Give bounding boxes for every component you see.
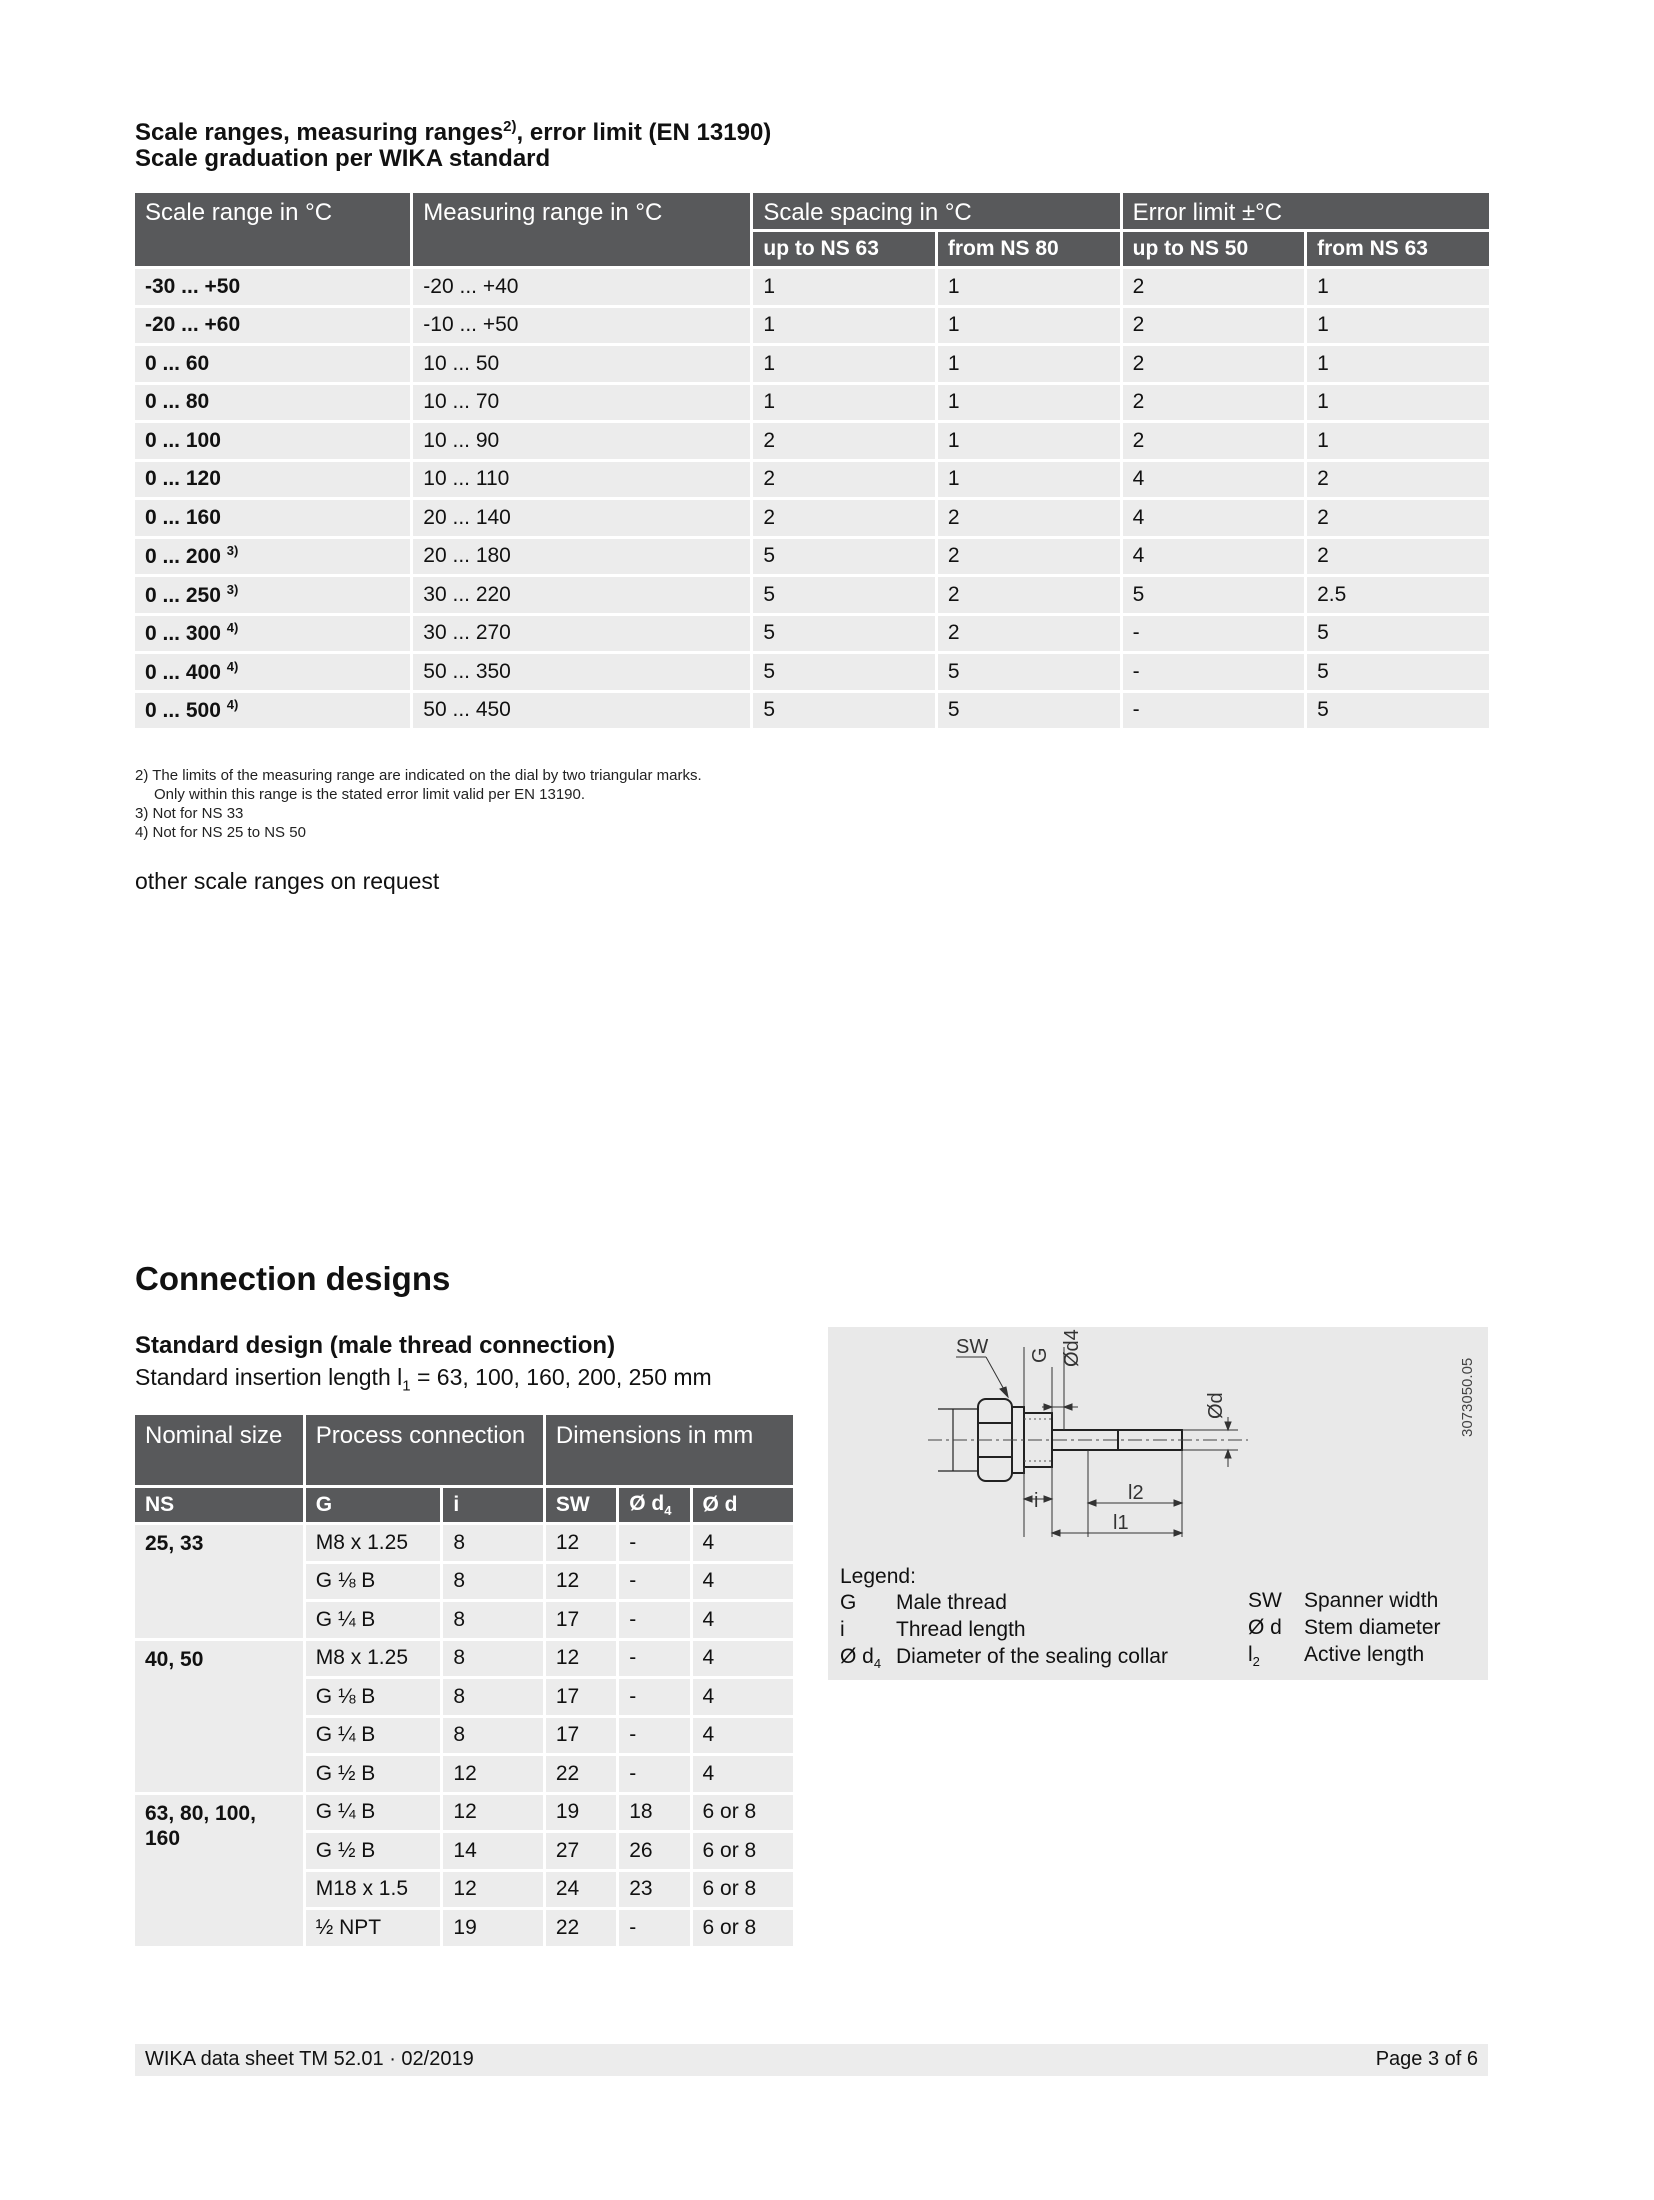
legend-item — [1248, 1614, 1478, 1641]
scale-range-value: -20 ... +60 — [145, 313, 241, 337]
cell-error-from: 2 — [1307, 462, 1489, 498]
cell-error-up-to: 2 — [1123, 269, 1304, 305]
cell-scale-range — [135, 423, 410, 459]
cell-d4: 26 — [619, 1833, 689, 1869]
cell-spacing-from: 2 — [938, 500, 1120, 536]
cell-d4: - — [619, 1910, 689, 1946]
page-footer — [135, 2044, 1488, 2076]
cell-sw: 17 — [546, 1718, 616, 1754]
cell-measuring-range: 20 ... 180 — [413, 539, 750, 575]
legend-symbol — [1248, 1587, 1304, 1614]
cell-error-up-to: 2 — [1123, 346, 1304, 382]
scale-range-value: 0 ... 160 — [145, 505, 221, 529]
footer-page-number: Page 3 of 6 — [1375, 2048, 1478, 2070]
scale-row — [135, 500, 1489, 536]
cell-sw: 12 — [546, 1525, 616, 1561]
cell-spacing-up-to: 1 — [753, 308, 934, 344]
scale-range-value: -30 ... +50 — [145, 274, 241, 298]
cell-g: G ½ B — [306, 1756, 441, 1792]
legend-symbol-sub: 2 — [1252, 1654, 1260, 1670]
cell-measuring-range: 10 ... 90 — [413, 423, 750, 459]
cell-d: 4 — [693, 1756, 793, 1792]
cell-g: G ⅛ B — [306, 1679, 441, 1715]
legend-symbol — [840, 1616, 896, 1643]
cell-nominal-size: 25, 33 — [135, 1525, 303, 1638]
legend-symbol-text: SW — [1248, 1589, 1282, 1612]
cell-error-up-to: 5 — [1123, 577, 1304, 613]
header-d4: Ø $d_4$ — [619, 1488, 689, 1522]
footnote-ref: 4) — [226, 620, 239, 636]
cell-error-from: 2 — [1307, 539, 1489, 575]
cell-g: M18 x 1.5 — [306, 1872, 441, 1908]
cell-sw: 19 — [546, 1795, 616, 1831]
cell-measuring-range: 50 ... 350 — [413, 654, 750, 690]
cell-nominal-size: 63, 80, 100, 160 — [135, 1795, 303, 1946]
cell-i: 14 — [443, 1833, 542, 1869]
scale-row — [135, 616, 1489, 652]
cell-error-up-to: 2 — [1123, 423, 1304, 459]
cell-d: 6 or 8 — [693, 1795, 793, 1831]
legend-symbol-text: G — [840, 1591, 857, 1614]
cell-d: 6 or 8 — [693, 1833, 793, 1869]
cell-scale-range — [135, 577, 410, 613]
drawing-number: 3073050.05 — [1459, 1357, 1476, 1437]
cell-d: 4 — [693, 1602, 793, 1638]
cell-scale-range — [135, 654, 410, 690]
legend-item — [840, 1589, 1220, 1616]
cell-d4: - — [619, 1641, 689, 1677]
cell-i: 12 — [443, 1795, 542, 1831]
scale-range-value: 0 ... 80 — [145, 390, 210, 414]
cell-spacing-from: 1 — [938, 462, 1120, 498]
cell-sw: 17 — [546, 1602, 616, 1638]
cell-error-from: 5 — [1307, 693, 1489, 729]
connection-diagram — [828, 1327, 1488, 1680]
scale-row — [135, 539, 1489, 575]
scale-row — [135, 308, 1489, 344]
cell-d4: 23 — [619, 1872, 689, 1908]
legend-title: Legend: — [840, 1565, 916, 1588]
header-error-up-to: up to NS 50 — [1123, 232, 1304, 266]
cell-error-from: 1 — [1307, 385, 1489, 421]
scale-row — [135, 269, 1489, 305]
cell-error-from: 2.5 — [1307, 577, 1489, 613]
cell-sw: 24 — [546, 1872, 616, 1908]
diagram-label-d4: Ød4 — [1061, 1329, 1083, 1367]
legend-symbol-text: l — [1248, 1643, 1253, 1666]
cell-measuring-range: 30 ... 270 — [413, 616, 750, 652]
legend-text: Male thread — [896, 1591, 1007, 1614]
cell-g: M8 x 1.25 — [306, 1641, 441, 1677]
header-nominal-size: Nominal size — [135, 1415, 303, 1485]
cell-d4: - — [619, 1602, 689, 1638]
cell-i: 8 — [443, 1602, 542, 1638]
cell-error-up-to: 4 — [1123, 462, 1304, 498]
cell-spacing-from: 2 — [938, 616, 1120, 652]
header-ns: NS — [135, 1488, 303, 1522]
cell-error-up-to: 4 — [1123, 539, 1304, 575]
cell-sw: 17 — [546, 1679, 616, 1715]
header-i: i — [443, 1488, 542, 1522]
diagram-label-i: i — [1034, 1490, 1039, 1512]
cell-spacing-from: 1 — [938, 346, 1120, 382]
cell-spacing-up-to: 5 — [753, 577, 934, 613]
header-sw: SW — [546, 1488, 616, 1522]
cell-spacing-up-to: 2 — [753, 423, 934, 459]
cell-i: 8 — [443, 1525, 542, 1561]
scale-range-value: 0 ... 100 — [145, 428, 221, 452]
cell-spacing-up-to: 5 — [753, 539, 934, 575]
cell-scale-range — [135, 308, 410, 344]
diagram-label-d: Ød — [1205, 1392, 1227, 1419]
legend-symbol-sub: 4 — [873, 1656, 882, 1672]
footnote-2: 2) The limits of the measuring range are indicated on the dial by two triangular marks. — [135, 767, 702, 784]
connection-subheading: Standard design (male thread connection) — [135, 1332, 616, 1359]
cell-sw: 22 — [546, 1910, 616, 1946]
legend-symbol-text: Ø d — [840, 1645, 874, 1668]
cell-spacing-from: 1 — [938, 308, 1120, 344]
cell-spacing-from: 1 — [938, 269, 1120, 305]
cell-error-up-to: 2 — [1123, 385, 1304, 421]
cell-d4: - — [619, 1525, 689, 1561]
cell-measuring-range: 10 ... 50 — [413, 346, 750, 382]
scale-row — [135, 462, 1489, 498]
cell-error-up-to: - — [1123, 654, 1304, 690]
scale-range-value: 0 ... 200 — [145, 545, 221, 569]
cell-error-up-to: 4 — [1123, 500, 1304, 536]
diagram-label-l1: l1 — [1113, 1512, 1129, 1534]
cell-sw: 22 — [546, 1756, 616, 1792]
cell-g: G ½ B — [306, 1833, 441, 1869]
cell-scale-range — [135, 539, 410, 575]
cell-measuring-range: -20 ... +40 — [413, 269, 750, 305]
cell-i: 8 — [443, 1564, 542, 1600]
cell-spacing-from: 1 — [938, 423, 1120, 459]
header-spacing-from: from NS 80 — [938, 232, 1120, 266]
header-spacing-up-to: up to NS 63 — [753, 232, 934, 266]
cell-spacing-up-to: 1 — [753, 346, 934, 382]
thermowell-drawing — [828, 1327, 1488, 1547]
cell-d: 4 — [693, 1525, 793, 1561]
cell-i: 8 — [443, 1641, 542, 1677]
cell-scale-range — [135, 616, 410, 652]
cell-error-from: 5 — [1307, 616, 1489, 652]
legend-symbol — [1248, 1614, 1304, 1641]
cell-scale-range — [135, 462, 410, 498]
cell-sw: 27 — [546, 1833, 616, 1869]
cell-spacing-up-to: 5 — [753, 654, 934, 690]
cell-g: ½ NPT — [306, 1910, 441, 1946]
scale-row — [135, 577, 1489, 613]
cell-measuring-range: 20 ... 140 — [413, 500, 750, 536]
legend-symbol-text: Ø d — [1248, 1616, 1282, 1639]
cell-measuring-range: -10 ... +50 — [413, 308, 750, 344]
cell-spacing-from: 2 — [938, 577, 1120, 613]
cell-scale-range — [135, 500, 410, 536]
legend-symbol — [1248, 1641, 1304, 1675]
legend-symbol-text: i — [840, 1618, 845, 1641]
legend-text: Spanner width — [1304, 1589, 1439, 1612]
footnote-ref: 4) — [226, 697, 239, 713]
legend-text: Diameter of the sealing collar — [896, 1645, 1168, 1668]
cell-spacing-up-to: 2 — [753, 500, 934, 536]
header-g: G — [306, 1488, 441, 1522]
cell-g: G ¼ B — [306, 1795, 441, 1831]
cell-d: 4 — [693, 1718, 793, 1754]
cell-error-from: 1 — [1307, 423, 1489, 459]
legend-item — [1248, 1587, 1478, 1614]
cell-error-from: 1 — [1307, 308, 1489, 344]
legend-left — [840, 1589, 1220, 1677]
cell-error-from: 1 — [1307, 269, 1489, 305]
cell-g: G ¼ B — [306, 1602, 441, 1638]
footnote-3: 3) Not for NS 33 — [135, 805, 244, 822]
cell-i: 8 — [443, 1718, 542, 1754]
cell-d4: 18 — [619, 1795, 689, 1831]
cell-scale-range — [135, 346, 410, 382]
legend-text: Stem diameter — [1304, 1616, 1441, 1639]
cell-error-up-to: - — [1123, 693, 1304, 729]
header-scale-spacing: Scale spacing in °C — [753, 193, 1119, 229]
footer-doc-id: WIKA data sheet TM 52.01 · 02/2019 — [145, 2048, 474, 2070]
cell-i: 12 — [443, 1872, 542, 1908]
header-scale-range: Scale range in °C — [135, 193, 410, 266]
legend-item — [840, 1643, 1220, 1677]
cell-measuring-range: 10 ... 110 — [413, 462, 750, 498]
scale-range-value: 0 ... 250 — [145, 583, 221, 607]
header-error-limit: Error limit ±°C — [1123, 193, 1489, 229]
cell-error-from: 1 — [1307, 346, 1489, 382]
scale-range-value: 0 ... 400 — [145, 660, 221, 684]
footnote-ref: 4) — [226, 658, 239, 674]
other-ranges-note: other scale ranges on request — [135, 868, 440, 894]
cell-spacing-from: 5 — [938, 654, 1120, 690]
scale-title-line1: Scale ranges, measuring ranges$^{2)}$, error limit (EN 13190) — [135, 118, 772, 146]
footnote-2-cont: Only within this range is the stated error limit valid per EN 13190. — [154, 786, 586, 803]
footnotes — [135, 766, 702, 842]
cell-scale-range — [135, 385, 410, 421]
footnote-ref: 3) — [226, 543, 239, 559]
header-d: Ø d — [693, 1488, 793, 1522]
connection-row — [135, 1525, 793, 1561]
scale-table — [132, 190, 1492, 731]
scale-row — [135, 654, 1489, 690]
cell-d4: - — [619, 1679, 689, 1715]
cell-i: 12 — [443, 1756, 542, 1792]
legend-text: Thread length — [896, 1618, 1026, 1641]
legend-symbol — [840, 1589, 896, 1616]
scale-row — [135, 423, 1489, 459]
cell-spacing-up-to: 2 — [753, 462, 934, 498]
cell-d: 6 or 8 — [693, 1910, 793, 1946]
cell-error-up-to: - — [1123, 616, 1304, 652]
scale-range-value: 0 ... 500 — [145, 699, 221, 723]
cell-sw: 12 — [546, 1564, 616, 1600]
header-measuring-range: Measuring range in °C — [413, 193, 750, 266]
cell-d: 4 — [693, 1679, 793, 1715]
cell-scale-range — [135, 693, 410, 729]
cell-spacing-up-to: 5 — [753, 616, 934, 652]
diagram-label-sw: SW — [956, 1336, 989, 1358]
cell-spacing-from: 2 — [938, 539, 1120, 575]
scale-row — [135, 385, 1489, 421]
cell-nominal-size: 40, 50 — [135, 1641, 303, 1792]
cell-sw: 12 — [546, 1641, 616, 1677]
cell-g: G ¼ B — [306, 1718, 441, 1754]
scale-range-value: 0 ... 300 — [145, 622, 221, 646]
legend-text: Active length — [1304, 1643, 1425, 1666]
cell-d: 4 — [693, 1641, 793, 1677]
cell-error-from: 2 — [1307, 500, 1489, 536]
cell-d4: - — [619, 1756, 689, 1792]
cell-spacing-from: 5 — [938, 693, 1120, 729]
connection-row — [135, 1641, 793, 1677]
cell-g: M8 x 1.25 — [306, 1525, 441, 1561]
cell-d4: - — [619, 1564, 689, 1600]
legend-right — [1248, 1587, 1478, 1675]
diagram-label-l2: l2 — [1128, 1482, 1144, 1504]
scale-row — [135, 693, 1489, 729]
insertion-length-line: Standard insertion length $l_1 = 63$, 100, 160, 200, 250 mm — [135, 1364, 712, 1395]
header-process-connection: Process connection — [306, 1415, 543, 1485]
header-error-from: from NS 63 — [1307, 232, 1489, 266]
cell-measuring-range: 10 ... 70 — [413, 385, 750, 421]
connection-table — [132, 1412, 796, 1949]
cell-spacing-up-to: 5 — [753, 693, 934, 729]
cell-g: G ⅛ B — [306, 1564, 441, 1600]
cell-d: 6 or 8 — [693, 1872, 793, 1908]
cell-i: 8 — [443, 1679, 542, 1715]
cell-error-from: 5 — [1307, 654, 1489, 690]
cell-scale-range — [135, 269, 410, 305]
connection-heading: Connection designs — [135, 1260, 451, 1297]
scale-range-value: 0 ... 120 — [145, 467, 221, 491]
legend-symbol — [840, 1643, 896, 1677]
legend-item — [840, 1616, 1220, 1643]
scale-title-line2: Scale graduation per WIKA standard — [135, 145, 551, 172]
cell-spacing-from: 1 — [938, 385, 1120, 421]
header-dimensions: Dimensions in mm — [546, 1415, 793, 1485]
cell-error-up-to: 2 — [1123, 308, 1304, 344]
legend-item — [1248, 1641, 1478, 1675]
cell-d: 4 — [693, 1564, 793, 1600]
cell-i: 19 — [443, 1910, 542, 1946]
connection-row — [135, 1795, 793, 1831]
cell-d4: - — [619, 1718, 689, 1754]
cell-measuring-range: 50 ... 450 — [413, 693, 750, 729]
scale-row — [135, 346, 1489, 382]
cell-spacing-up-to: 1 — [753, 269, 934, 305]
cell-spacing-up-to: 1 — [753, 385, 934, 421]
diagram-label-g: G — [1029, 1347, 1051, 1363]
cell-measuring-range: 30 ... 220 — [413, 577, 750, 613]
scale-range-value: 0 ... 60 — [145, 351, 210, 375]
footnote-ref: 3) — [226, 581, 239, 597]
footnote-4: 4) Not for NS 25 to NS 50 — [135, 824, 306, 841]
